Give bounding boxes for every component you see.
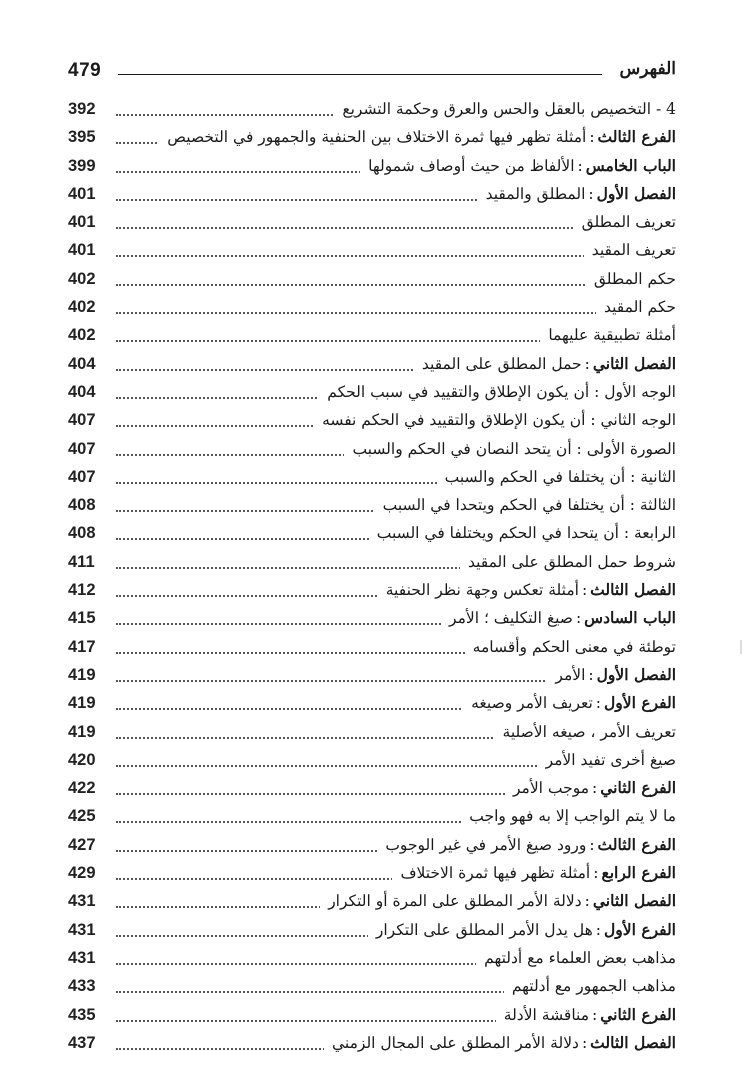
toc-entry-text [441,607,676,629]
toc-entry-heading: الفرع الرابع [601,863,676,883]
toc-entry [68,96,676,124]
toc-entry-heading: الفصل الثالث [590,580,676,600]
toc-page-number: 399 [68,156,96,175]
toc-entry-title: تعريف المقيد [591,241,676,260]
toc-entry-heading: الفرع الأول [604,919,676,939]
toc-entry-text [478,183,676,205]
toc-separator: : [584,892,590,911]
toc-entry-heading: الفصل الأول [596,664,676,684]
toc-separator: : [577,156,583,175]
header-rule [118,74,602,75]
toc-entry [68,294,676,322]
toc-entry-text [461,805,676,827]
toc-entry-title: تعريف الأمر ، صيغه الأصلية [502,722,676,741]
toc-entry-text [368,919,676,941]
toc-page-number: 435 [68,1005,96,1024]
toc-entry [68,237,676,265]
toc-entry-text [574,211,676,233]
toc-page-number: 419 [68,665,96,684]
toc-separator: : [589,835,595,854]
toc-page-number: 411 [68,552,95,571]
toc-entry-title: صيغ أخرى تفيد الأمر [545,750,676,769]
toc-page-number: 433 [68,977,96,996]
toc-page-number: 425 [68,807,96,826]
toc-entry [68,690,676,718]
toc-entry-text [320,890,676,912]
toc-entry [68,945,676,973]
toc-page-number: 404 [68,354,96,373]
toc-entry-heading: الباب السادس [584,608,676,628]
toc-entry-title: توطئة في معنى الحكم وأقسامه [472,637,676,656]
toc-entry [68,436,676,464]
toc-entry-title: أمثلة تظهر فيها ثمرة الاختلاف [400,864,591,883]
toc-entry-text [360,155,676,177]
toc-entry-text [505,777,676,799]
toc-entry [68,917,676,945]
toc-entry-text [540,324,676,346]
toc-entry-title: المطلق والمقيد [485,184,586,203]
toc-page-number: 417 [68,637,96,656]
toc-entry-text [334,98,676,120]
toc-entry-title: حمل المطلق على المقيد [421,354,582,373]
toc-entry [68,407,676,435]
toc-page-number: 419 [68,722,96,741]
toc-entry-title: دلالة الأمر المطلق على المجال الزمني [332,1033,579,1052]
toc-entry-title: الرابعة : أن يتحدا في الحكم ويختلفا في السبب [376,524,676,543]
toc-entry-text [495,721,676,743]
toc-entry-text [392,862,676,884]
toc-page-number: 408 [68,496,96,515]
toc-entry [68,266,676,294]
toc-entry-title: ما لا يتم الواجب إلا به فهو واجب [469,807,676,826]
toc-entry-title: الثالثة : أن يختلفا في الحكم ويتحدا في السبب [382,496,676,515]
toc-entry-text [465,636,676,658]
toc-entry [68,860,676,888]
toc-entry [68,662,676,690]
toc-separator: : [595,694,602,713]
toc-page-number: 420 [68,750,96,769]
running-title: الفهرس [619,59,676,79]
toc-separator: : [595,920,602,939]
toc-page-number: 431 [68,948,96,967]
toc-entry-text [504,975,676,997]
toc-page-number: 422 [68,779,96,798]
toc-page-number: 401 [68,213,96,232]
toc-entry-title: هل يدل الأمر المطلق على التكرار [375,920,593,939]
toc-page-number: 408 [68,524,96,543]
toc-page-number: 402 [68,269,96,288]
scan-artifact [740,640,742,654]
toc-entry-title: مذاهب بعض العلماء مع أدلتهم [484,948,676,967]
toc-page-number: 407 [68,411,96,430]
toc-entry-title: الثانية : أن يختلفا في الحكم والسبب [444,467,676,486]
toc-page-number: 427 [68,835,96,854]
toc-entry-text [378,579,676,601]
toc-entry-title: دلالة الأمر المطلق على المرة أو التكرار [328,892,582,911]
toc-entry-title: الأمر [555,665,586,684]
toc-separator: : [589,128,595,147]
toc-page-number: 395 [68,128,96,147]
toc-entry-text [463,692,676,714]
toc-entry [68,549,676,577]
toc-entry-title: صيغ التكليف ؛ الأمر [449,609,573,628]
toc-separator: : [593,864,599,883]
toc-entry [68,209,676,237]
toc-separator: : [575,609,582,628]
toc-entry-title: الوجه الأول : أن يكون الإطلاق والتقييد في سبب الحكم [327,382,676,401]
toc-separator: : [588,184,594,203]
toc-entry [68,322,676,350]
toc-separator: : [588,665,594,684]
toc-entry-title: أمثلة تعكس وجهة نظر الحنفية [385,581,579,600]
toc-entry-text [547,664,676,686]
toc-entry [68,153,676,181]
toc-entry [68,719,676,747]
toc-entry [68,803,676,831]
toc-entry [68,351,676,379]
toc-entry [68,1030,676,1058]
toc-entry-title: الألفاظ من حيث أوصاف شمولها [368,156,575,175]
toc-page-number: 412 [68,581,96,600]
toc-entry-heading: الفرع الثاني [600,1004,676,1024]
toc-entry [68,124,676,152]
toc-page-number: 402 [68,298,96,317]
toc-entry [68,888,676,916]
toc-entry-text [437,466,676,488]
toc-entry-text [369,522,676,544]
toc-entry-heading: الباب الخامس [585,155,676,175]
toc-entry [68,775,676,803]
toc-entry-heading: الفصل الثاني [592,353,676,373]
toc-entry-text [596,296,676,318]
toc-entry-text [344,438,676,460]
toc-page-number: 404 [68,382,96,401]
toc-entry [68,492,676,520]
toc-page-number: 415 [68,609,96,628]
toc-entry-heading: الفصل الأول [596,183,676,203]
toc-entry-title: حكم المطلق [593,269,676,288]
toc-entry-title: تعريف المطلق [581,213,676,232]
toc-entry [68,379,676,407]
toc-entry-heading: الفصل الثاني [592,891,676,911]
toc-entry-text [586,268,676,290]
toc-entry-text [476,947,676,969]
toc-separator: : [592,779,598,798]
toc-entry-heading: الفرع الثالث [597,834,676,854]
toc-entry-title: تعريف الأمر وصيغه [471,694,593,713]
toc-entry [68,832,676,860]
toc-entry-title: الوجه الثاني : أن يكون الإطلاق والتقييد في الحكم نفسه [322,411,676,430]
toc-entry-heading: الفصل الثالث [590,1032,676,1052]
toc-entry [68,464,676,492]
toc-entry-title: حكم المقيد [603,298,676,317]
page-header [68,60,676,86]
toc-page-number: 401 [68,241,96,260]
toc-page-number: 401 [68,184,96,203]
toc-entry [68,973,676,1001]
toc-entry-text [496,1004,676,1026]
toc-entry-text [324,1032,676,1054]
toc-separator: : [592,1005,598,1024]
toc-entry-title: أمثلة تطبيقية عليهما [548,326,676,345]
toc-entry [68,1002,676,1030]
toc-entry-text [414,353,676,375]
toc-entry-text [159,126,676,148]
toc-entry-text [377,834,676,856]
toc-entry-title: مناقشة الأدلة [503,1005,590,1024]
toc-page-number: 431 [68,892,96,911]
toc-entry-heading: الفرع الأول [604,693,676,713]
toc-entry [68,577,676,605]
toc-page-number: 407 [68,439,96,458]
toc-dot-leader [116,312,676,314]
toc-separator: : [581,1033,588,1052]
toc-entry-title: 4 - التخصيص بالعقل والحس والعرق وحكمة التشريع [342,100,676,118]
toc-page-number: 419 [68,694,96,713]
toc-entry-text [584,239,676,261]
toc-entry [68,605,676,633]
toc-entry-text [538,749,676,771]
toc-entry-title: مذاهب الجمهور مع أدلتهم [511,977,676,996]
toc-entry-heading: الفرع الثاني [600,778,676,798]
toc-entry-title: أمثلة تظهر فيها ثمرة الاختلاف بين الحنفية والجمهور في التخصيص [167,128,587,147]
toc-entry-title: الصورة الأولى : أن يتحد النصان في الحكم والسبب [352,439,676,458]
toc-page-number: 402 [68,326,96,345]
toc-page-number: 431 [68,920,96,939]
toc-separator: : [584,354,590,373]
table-of-contents [68,96,676,1058]
toc-entry [68,181,676,209]
toc-page-number: 392 [68,100,96,118]
toc-entry [68,634,676,662]
page-number: 479 [68,60,102,81]
toc-entry-text [314,409,676,431]
toc-separator: : [581,581,588,600]
toc-entry-text [319,381,676,403]
toc-entry-title: موجب الأمر [512,779,590,798]
toc-entry-title: شروط حمل المطلق على المقيد [467,552,676,571]
toc-page-number: 429 [68,864,96,883]
toc-entry-heading: الفرع الثالث [597,127,676,147]
toc-entry-title: ورود صيغ الأمر في غير الوجوب [385,835,587,854]
toc-entry [68,747,676,775]
toc-page-number: 437 [68,1033,96,1052]
toc-page-number: 407 [68,467,96,486]
toc-entry [68,520,676,548]
toc-entry-text [375,494,676,516]
toc-entry-text [460,551,676,573]
